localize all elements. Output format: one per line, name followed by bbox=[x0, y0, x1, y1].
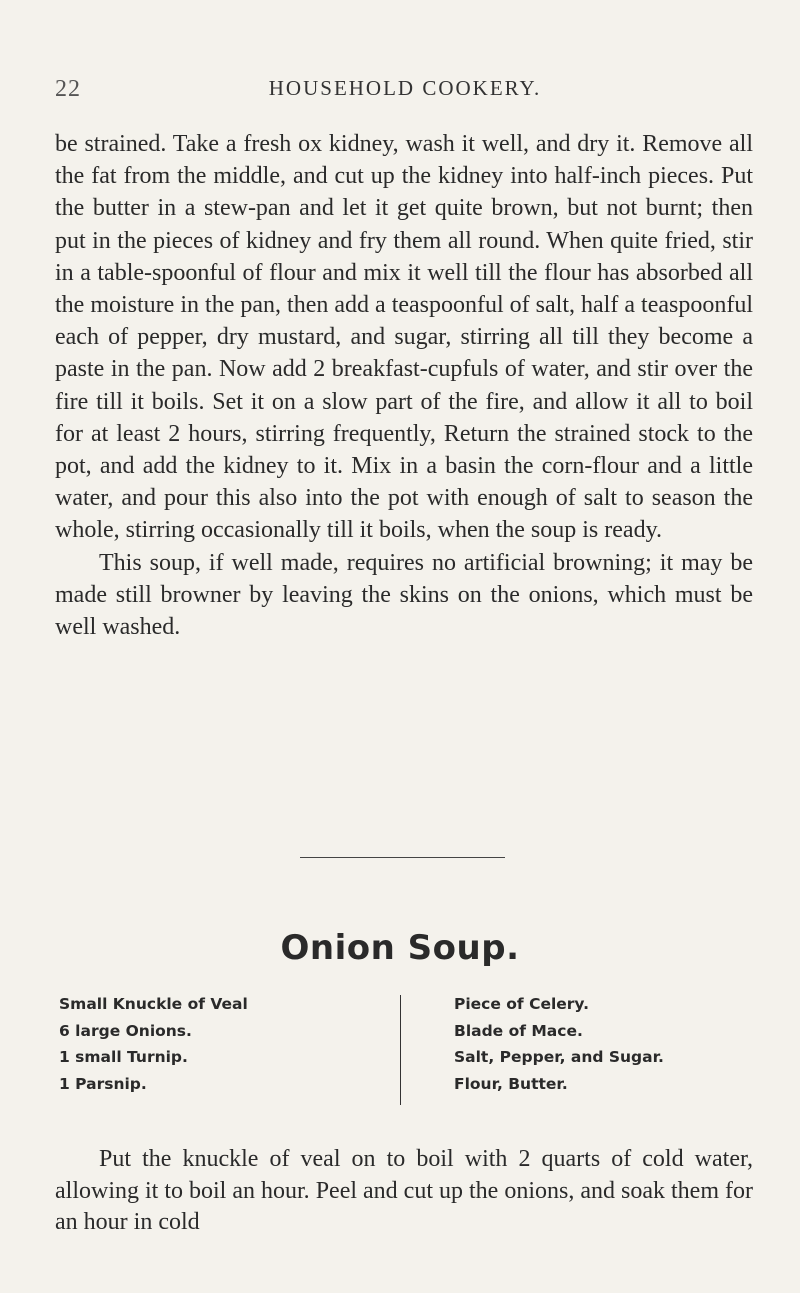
page-header bbox=[55, 76, 755, 106]
method-paragraph: Put the knuckle of veal on to boil with 2 quarts of cold water, allowing it to boil an hour. Peel and cut up the onions, and soak them for an hour in cold bbox=[55, 1146, 753, 1235]
ingredient-item: 1 small Turnip. bbox=[59, 1048, 188, 1066]
body-text bbox=[55, 128, 753, 643]
recipe-method bbox=[55, 1144, 753, 1239]
ingredient-item: 6 large Onions. bbox=[59, 1021, 192, 1040]
ingredients-column-right bbox=[454, 991, 664, 1097]
ingredient-item: Small Knuckle of Veal bbox=[59, 995, 248, 1013]
paragraph: This soup, if well made, requires no artificial browning; it may be made still browner by leaving the skins on the onions, which must be well washed. bbox=[55, 549, 753, 641]
ingredient-item: 1 Parsnip. bbox=[59, 1074, 147, 1093]
ingredients-column-divider bbox=[400, 995, 401, 1105]
ingredient-item: Flour, Butter. bbox=[454, 1074, 568, 1093]
ingredients-list bbox=[59, 991, 759, 1121]
ingredients-column-left bbox=[59, 991, 248, 1097]
ingredient-item: Piece of Celery. bbox=[454, 995, 589, 1013]
ingredient-item: Salt, Pepper, and Sugar. bbox=[454, 1048, 664, 1066]
ingredient-item: Blade of Mace. bbox=[454, 1021, 583, 1040]
section-divider bbox=[300, 857, 505, 858]
paragraph: be strained. Take a fresh ox kidney, wash it well, and dry it. Remove all the fat from the middle, and cut up the kidney into half-inch pieces. Put the butter in a stew-pan and let it get quite brown, but not burnt; then put in the pieces of kidney and fry them all round. When quite fried, stir in a table-spoonful of flour and mix it well till the flour has absorbed all the moisture in the pan, then add a teaspoonful of salt, half a teaspoonful each of pepper, dry mustard, and sugar, stirring all till they become a paste in the pan. Now add 2 breakfast-cupfuls of water, and stir over the fire till it boils. Set it on a slow part of the fire, and allow it all to boil for at least 2 hours, stirring frequently, Return the strained stock to the pot, and add the kidney to it. Mix in a basin the corn-flour and a little water, and pour this also into the pot with enough of salt to season the whole, stirring occasionally till it boils, when the soup is ready. bbox=[55, 131, 753, 544]
recipe-title: Onion Soup. bbox=[280, 928, 520, 968]
running-head: HOUSEHOLD COOKERY. bbox=[268, 76, 542, 100]
page-number: 22 bbox=[55, 76, 81, 102]
